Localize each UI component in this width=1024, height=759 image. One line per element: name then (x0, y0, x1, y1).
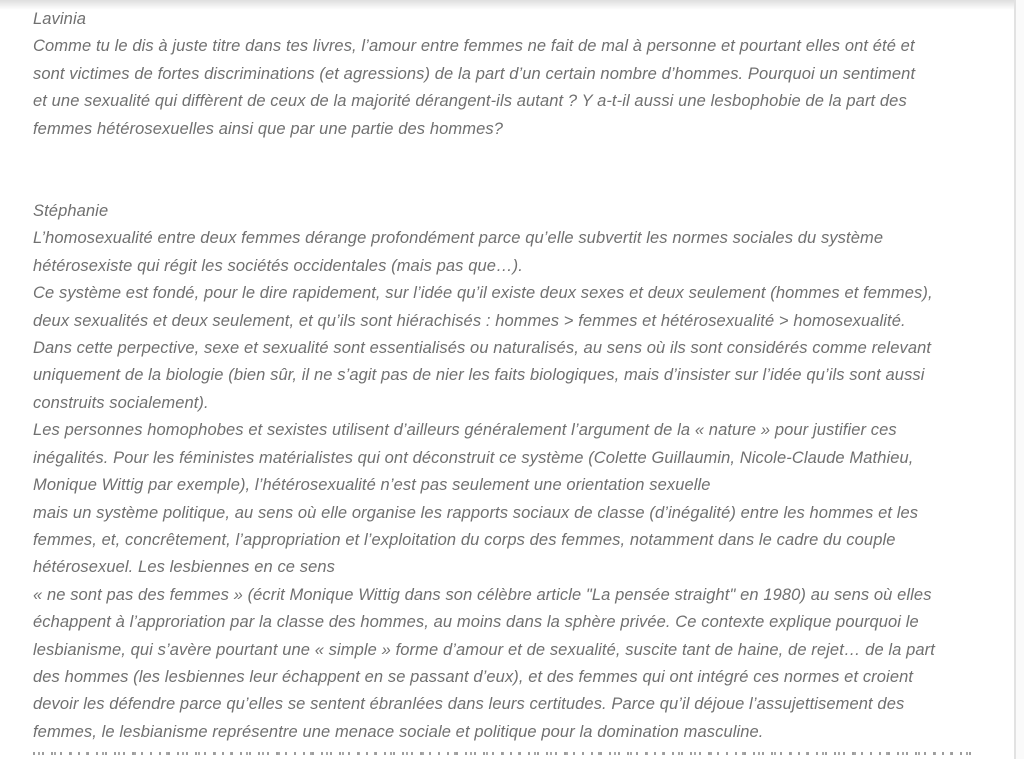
question-speaker-name: Lavinia (33, 10, 86, 28)
text-line: inégalités. Pour les féministes matérialistes qui ont déconstruit ce système (Colette Guillaumin, Nicole-Claude Mathieu, (33, 448, 914, 467)
text-line: lesbianisme, qui s’avère pourtant une « simple » forme d’amour et de sexualité, suscite tant de haine, de rejet… de la part (33, 640, 935, 659)
text-line: des hommes (les lesbiennes leur échappent en se passant d’eux), et des femmes qui ont intégré ces normes et croient (33, 667, 914, 686)
text-line: deux sexualités et deux seulement, et qu’ils sont hiérachisés : hommes > femmes et hétérosexualité > homosexualité. (33, 311, 906, 330)
text-line: Ce système est fondé, pour le dire rapidement, sur l’idée qu’il existe deux sexes et deux seulement (hommes et femmes), (33, 284, 933, 303)
clipped-partial-text-line (33, 752, 978, 755)
text-line: Monique Wittig par exemple), l’hétérosexualité n’est pas seulement une orientation sexuelle (33, 476, 711, 495)
text-line: devoir les défendre parce qu’elles se sentent ébranlées dans leurs certitudes. Parce qu’il déjoue l’assujettisement des (33, 695, 905, 714)
text-line: et une sexualité qui diffèrent de ceux de la majorité dérangent-ils autant ? Y a-t-il aussi une lesbophobie de la part des (33, 92, 907, 111)
text-line: hétérosexiste qui régit les sociétés occidentales (mais pas que…). (33, 256, 523, 275)
question-paragraph (33, 33, 983, 143)
answer-paragraph (33, 225, 983, 746)
text-line: L’homosexualité entre deux femmes dérange profondément parce qu’elle subvertit les normes sociales du système (33, 229, 884, 248)
text-line: femmes hétérosexuelles ainsi que par une partie des hommes? (33, 119, 503, 138)
answer-speaker-name: Stéphanie (33, 202, 109, 221)
text-line: « ne sont pas des femmes » (écrit Monique Wittig dans son célèbre article "La pensée straight" en 1980) au sens où elles (33, 585, 932, 604)
text-line: échappent à l’approriation par la classe des hommes, au moins dans la sphère privée. Ce contexte explique pourquoi le (33, 613, 919, 632)
text-line: femmes, et, concrêtement, l’appropriation et l’exploitation du corps des femmes, notamment dans le cadre du couple (33, 530, 896, 549)
text-line: Les personnes homophobes et sexistes utilisent d’ailleurs généralement l’argument de la « nature » pour justifier ces (33, 421, 897, 440)
text-line: femmes, le lesbianisme représentre une menace sociale et politique pour la domination masculine. (33, 722, 764, 741)
text-line: Dans cette perpective, sexe et sexualité sont essentialisés ou naturalisés, au sens où ils sont considérés comme relevant (33, 339, 932, 358)
text-line: uniquement de la biologie (bien sûr, il ne s’agit pas de nier les faits biologiques, mais d’insister sur l’idée qu’ils sont aussi (33, 366, 925, 385)
text-line: Comme tu le dis à juste titre dans tes livres, l’amour entre femmes ne fait de mal à personne et pourtant elles ont été et (33, 37, 915, 56)
text-line: construits socialement). (33, 393, 209, 412)
question-section (33, 6, 983, 143)
text-line: sont victimes de fortes discriminations (et agressions) de la part d’un certain nombre d’hommes. Pourquoi un sentiment (33, 64, 916, 83)
answer-section (33, 198, 983, 746)
text-line: mais un système politique, au sens où elle organise les rapports sociaux de classe (d’inégalité) entre les hommes et les (33, 503, 919, 522)
interview-text-block (33, 6, 983, 755)
text-line: hétérosexuel. Les lesbiennes en ce sens (33, 558, 336, 577)
viewer-right-gutter (1016, 0, 1024, 759)
